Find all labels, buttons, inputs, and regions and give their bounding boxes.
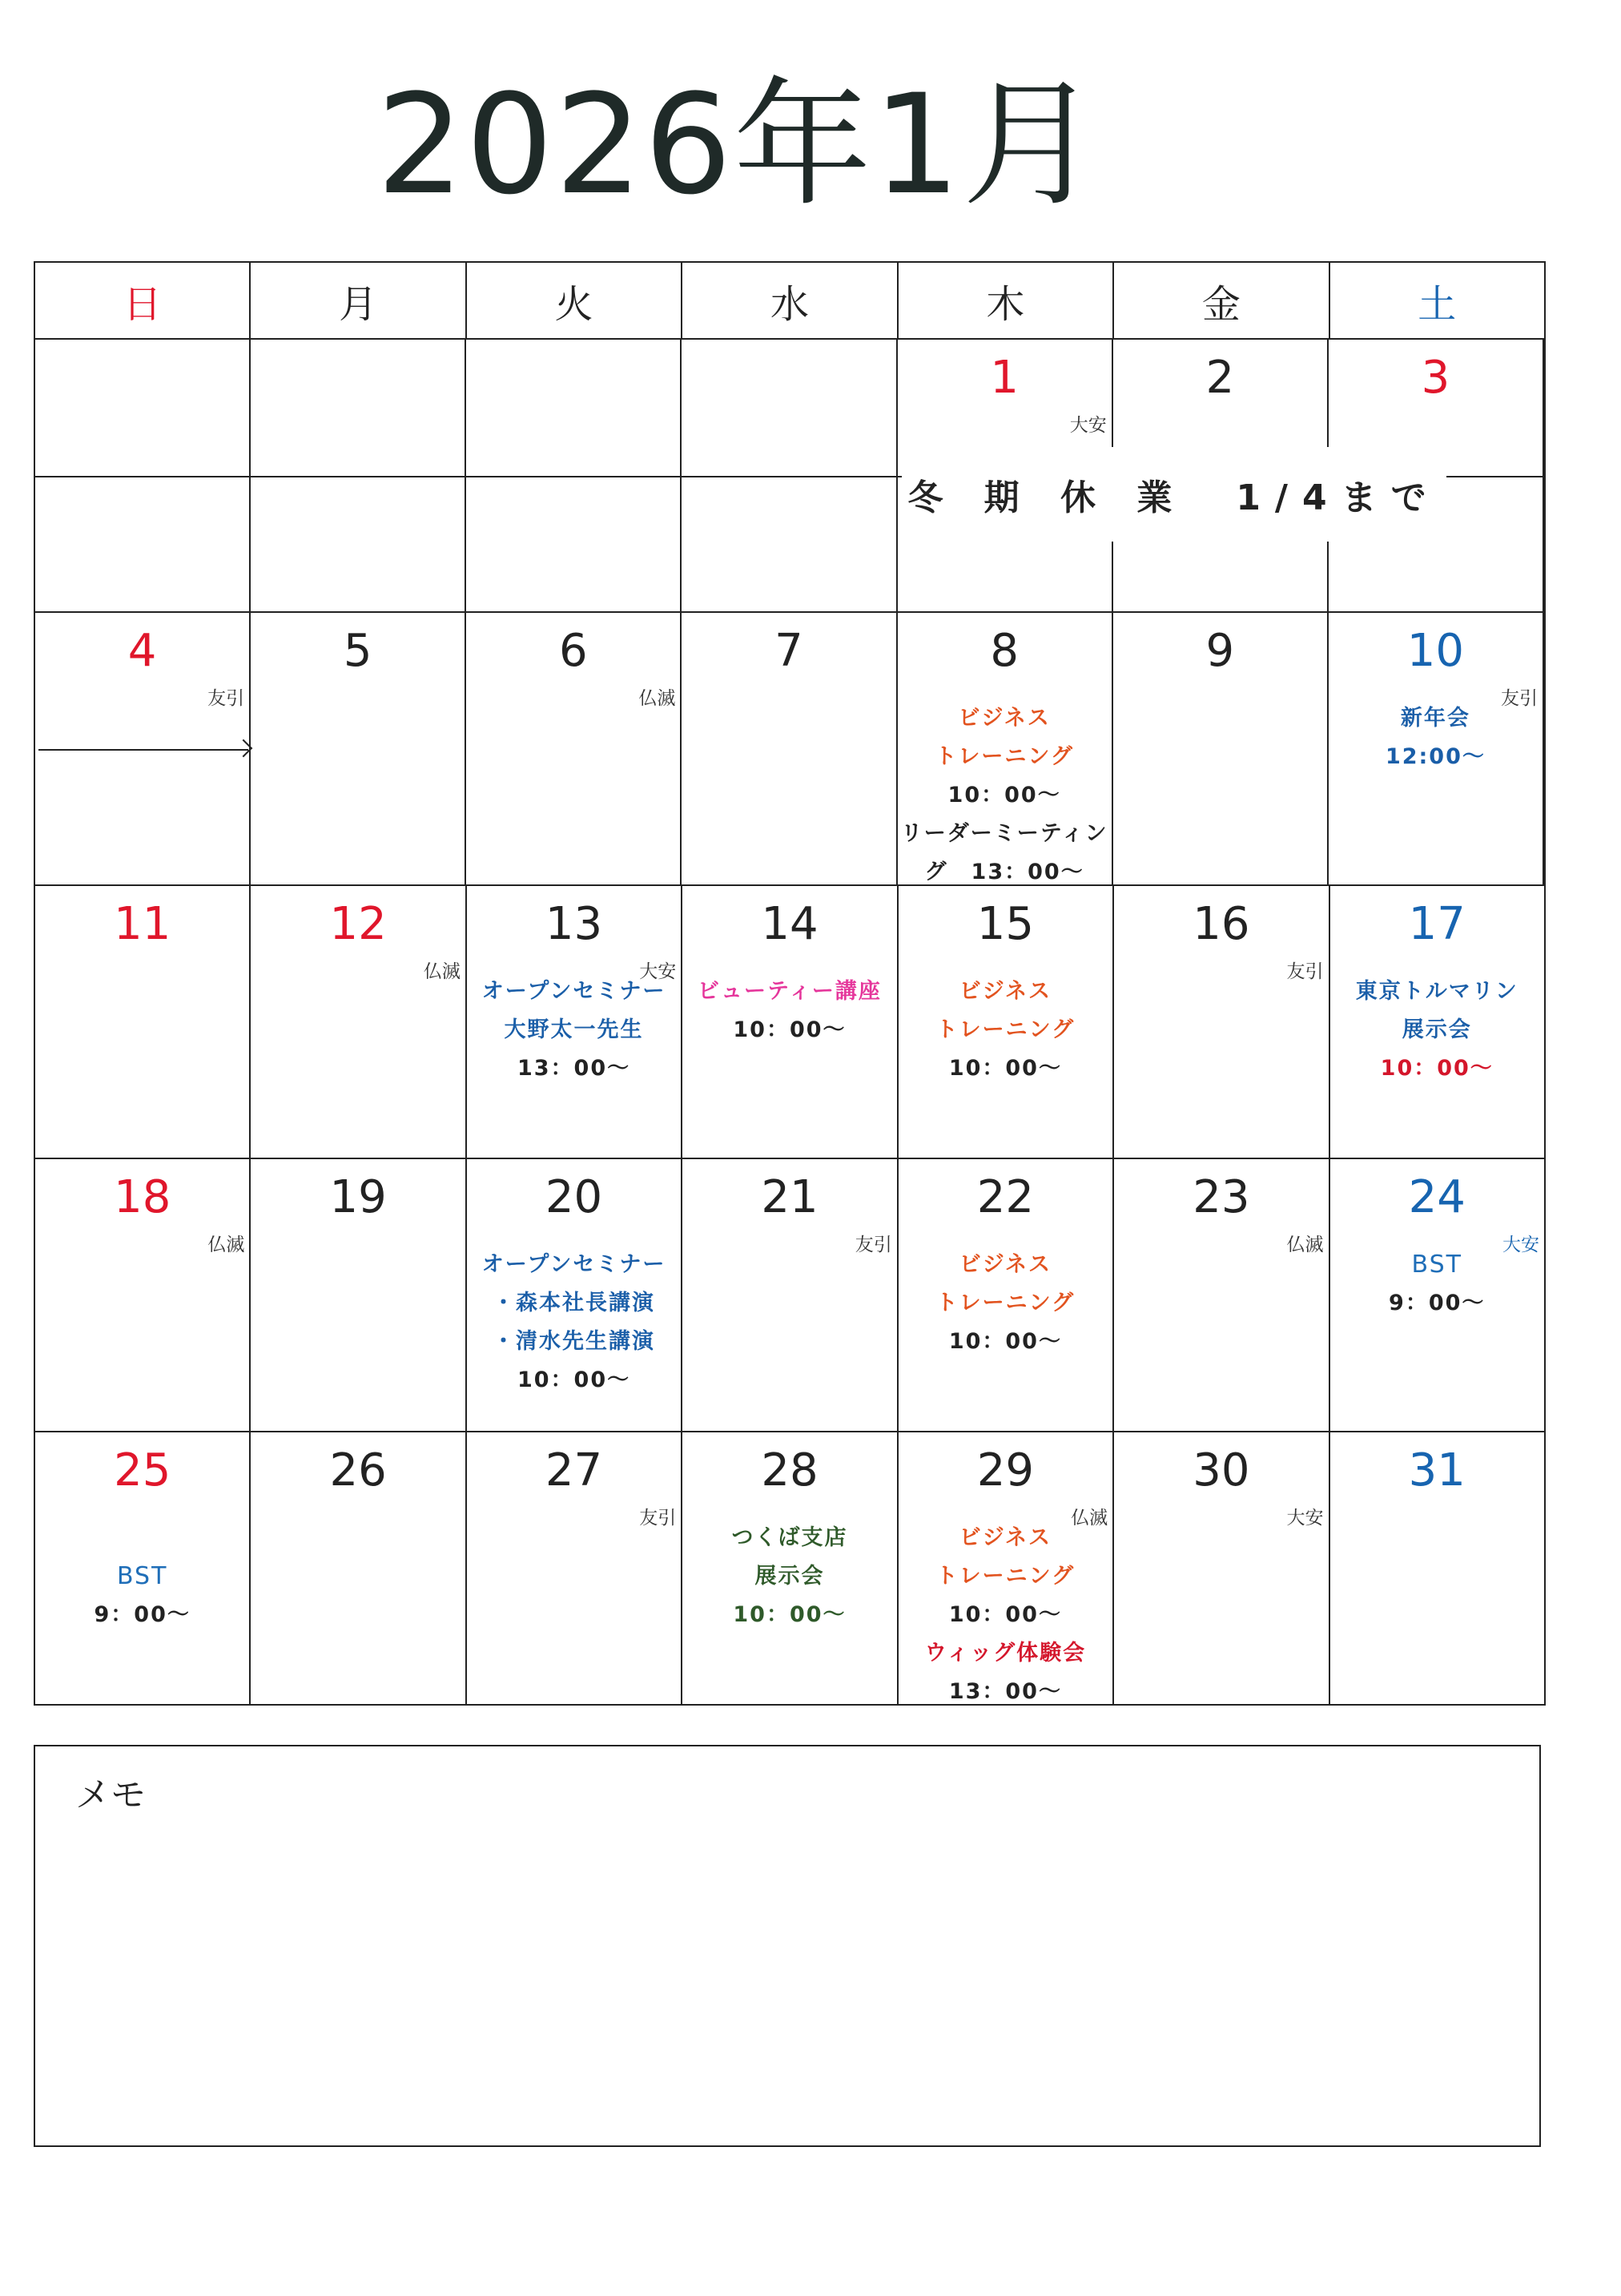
event-list xyxy=(682,973,896,1049)
day-number: 1 xyxy=(990,352,1019,404)
rokuyo-label: 大安 xyxy=(1502,1235,1539,1255)
memo-label: メモ xyxy=(75,1774,146,1815)
rokuyo-label: 友引 xyxy=(207,688,245,709)
event-line: グ 13：00～ xyxy=(924,860,1084,884)
page-title: 2026年1月 xyxy=(376,64,1102,225)
event-list xyxy=(682,1519,896,1634)
day-number: 23 xyxy=(1193,1171,1250,1223)
memo-box xyxy=(34,1745,1541,2147)
weekday-header xyxy=(35,263,1544,340)
day-number: 17 xyxy=(1408,898,1466,950)
event-list xyxy=(1330,1246,1544,1323)
event-line: 13：00～ xyxy=(517,1056,631,1081)
calendar-day-cell xyxy=(898,613,1113,884)
arrow-icon xyxy=(38,749,248,751)
calendar-grid xyxy=(34,261,1546,1706)
day-number: 25 xyxy=(114,1444,171,1496)
weekday-thursday: 木 xyxy=(899,263,1114,338)
calendar-day-cell xyxy=(1114,1159,1329,1431)
event-line: 10：00～ xyxy=(948,1329,1062,1354)
rokuyo-label: 友引 xyxy=(855,1235,892,1255)
event-line: 9：00～ xyxy=(94,1602,191,1627)
event-line: ビューティー講座 xyxy=(698,979,882,1004)
day-number: 9 xyxy=(1205,625,1235,677)
calendar-day-cell xyxy=(899,1432,1114,1704)
day-number: 15 xyxy=(976,898,1035,950)
day-number: 14 xyxy=(761,898,819,950)
rokuyo-label: 仏滅 xyxy=(1071,1508,1108,1529)
event-line: 10：00～ xyxy=(733,1602,847,1627)
event-line: 東京トルマリン xyxy=(1355,979,1518,1004)
calendar-day-cell xyxy=(899,1159,1114,1431)
event-line: 13：00～ xyxy=(948,1679,1062,1704)
day-number: 31 xyxy=(1408,1444,1466,1496)
calendar-day-cell xyxy=(1329,613,1544,884)
event-line: ビジネス xyxy=(958,706,1051,731)
event-list xyxy=(467,973,681,1088)
day-number: 22 xyxy=(976,1171,1035,1223)
day-number: 27 xyxy=(545,1444,603,1496)
day-number: 2 xyxy=(1205,352,1235,404)
event-line: ビジネス xyxy=(959,979,1052,1004)
event-line: リーダーミーティン xyxy=(900,821,1108,846)
rokuyo-label: 仏滅 xyxy=(423,961,461,982)
calendar-day-cell xyxy=(467,1432,682,1704)
calendar-day-cell xyxy=(467,886,682,1158)
event-line: ビジネス xyxy=(959,1525,1052,1550)
calendar-week xyxy=(35,340,1544,613)
calendar-day-cell xyxy=(466,613,682,884)
day-number: 24 xyxy=(1408,1171,1466,1223)
event-line: つくば支店 xyxy=(731,1525,848,1550)
event-line: 10：00～ xyxy=(1380,1056,1494,1081)
event-line: 12:00～ xyxy=(1385,744,1486,769)
day-number: 21 xyxy=(761,1171,819,1223)
rokuyo-label: 大安 xyxy=(1286,1508,1324,1529)
event-line: 大野太一先生 xyxy=(504,1017,644,1042)
weekday-friday: 金 xyxy=(1114,263,1329,338)
event-line: 10：00～ xyxy=(947,783,1061,808)
calendar-day-cell xyxy=(35,1159,251,1431)
day-number: 19 xyxy=(329,1171,387,1223)
event-line: オープンセミナー xyxy=(481,979,666,1004)
rokuyo-label: 友引 xyxy=(1500,688,1538,709)
event-line: 展示会 xyxy=(1402,1017,1472,1042)
day-number: 16 xyxy=(1193,898,1250,950)
day-number: 29 xyxy=(976,1444,1035,1496)
event-line: 展示会 xyxy=(754,1564,825,1589)
calendar-day-cell xyxy=(1113,613,1329,884)
event-list xyxy=(899,973,1112,1088)
event-list xyxy=(898,699,1112,892)
weekday-sunday: 日 xyxy=(35,263,251,338)
day-number: 26 xyxy=(329,1444,387,1496)
calendar-day-cell xyxy=(251,1432,466,1704)
rokuyo-label: 仏滅 xyxy=(638,688,676,709)
rokuyo-label: 仏滅 xyxy=(1286,1235,1324,1255)
calendar-day-cell xyxy=(1114,886,1329,1158)
event-line: 新年会 xyxy=(1400,706,1470,731)
event-line: 10：00～ xyxy=(948,1602,1062,1627)
rokuyo-label: 大安 xyxy=(1069,415,1107,436)
day-number: 7 xyxy=(774,625,803,677)
day-number: 4 xyxy=(127,625,157,677)
calendar-day-cell xyxy=(899,886,1114,1158)
event-line: ・清水先生講演 xyxy=(493,1329,656,1354)
event-list xyxy=(467,1246,681,1400)
winter-holiday-banner: 冬 期 休 業 1/4まで xyxy=(902,447,1446,542)
calendar-day-cell xyxy=(251,1159,466,1431)
day-number: 12 xyxy=(329,898,387,950)
weekday-saturday: 土 xyxy=(1418,281,1457,327)
rokuyo-label: 友引 xyxy=(639,1508,677,1529)
event-line: ウィッグ体験会 xyxy=(924,1641,1087,1666)
event-line: オープンセミナー xyxy=(481,1252,666,1277)
event-line: トレーニング xyxy=(935,1291,1076,1315)
event-line: トレーニング xyxy=(935,1564,1076,1589)
event-list xyxy=(899,1246,1112,1361)
calendar-day-cell xyxy=(682,1159,898,1431)
calendar-day-cell xyxy=(467,1159,682,1431)
day-number: 28 xyxy=(761,1444,819,1496)
day-number: 13 xyxy=(545,898,603,950)
calendar-day-cell xyxy=(682,886,898,1158)
event-line: ・森本社長講演 xyxy=(493,1291,656,1315)
calendar-week xyxy=(35,613,1544,886)
event-list xyxy=(1330,973,1544,1088)
event-line: 9：00～ xyxy=(1389,1291,1486,1315)
day-number: 20 xyxy=(545,1171,603,1223)
day-number: 10 xyxy=(1406,625,1465,677)
calendar-day-cell xyxy=(682,1432,898,1704)
day-number: 6 xyxy=(559,625,588,677)
event-line: ビジネス xyxy=(959,1252,1052,1277)
day-number: 5 xyxy=(343,625,372,677)
event-list xyxy=(899,1519,1112,1711)
day-number: 3 xyxy=(1421,352,1450,404)
event-line: 10：00～ xyxy=(517,1368,631,1392)
calendar-day-cell xyxy=(35,1432,251,1704)
event-list xyxy=(35,1519,249,1634)
calendar-day-cell xyxy=(682,613,897,884)
event-line: BST xyxy=(1411,1251,1462,1279)
day-number: 8 xyxy=(990,625,1019,677)
rokuyo-label: 仏滅 xyxy=(207,1235,245,1255)
rokuyo-label: 大安 xyxy=(639,961,677,982)
event-line: 10：00～ xyxy=(948,1056,1062,1081)
calendar-week xyxy=(35,886,1544,1159)
calendar-day-cell xyxy=(251,886,466,1158)
calendar-week xyxy=(35,1432,1544,1704)
calendar-day-cell xyxy=(35,886,251,1158)
rokuyo-label: 友引 xyxy=(1286,961,1324,982)
day-number: 30 xyxy=(1193,1444,1250,1496)
calendar-week xyxy=(35,1159,1544,1432)
event-line: トレーニング xyxy=(935,744,1074,769)
weekday-wednesday: 水 xyxy=(682,263,898,338)
weekday-tuesday: 火 xyxy=(467,263,682,338)
weekday-monday: 月 xyxy=(251,263,466,338)
event-line: 10：00～ xyxy=(733,1017,847,1042)
calendar-day-cell xyxy=(1114,1432,1329,1704)
calendar-day-cell xyxy=(1330,1159,1544,1431)
event-line xyxy=(35,1519,249,1557)
calendar-day-cell xyxy=(1330,1432,1544,1704)
event-list xyxy=(1329,699,1543,776)
day-number: 11 xyxy=(114,898,171,950)
calendar-day-cell xyxy=(251,613,466,884)
event-line: トレーニング xyxy=(935,1017,1076,1042)
event-line: BST xyxy=(117,1562,168,1590)
calendar-day-cell xyxy=(1330,886,1544,1158)
day-number: 18 xyxy=(114,1171,171,1223)
